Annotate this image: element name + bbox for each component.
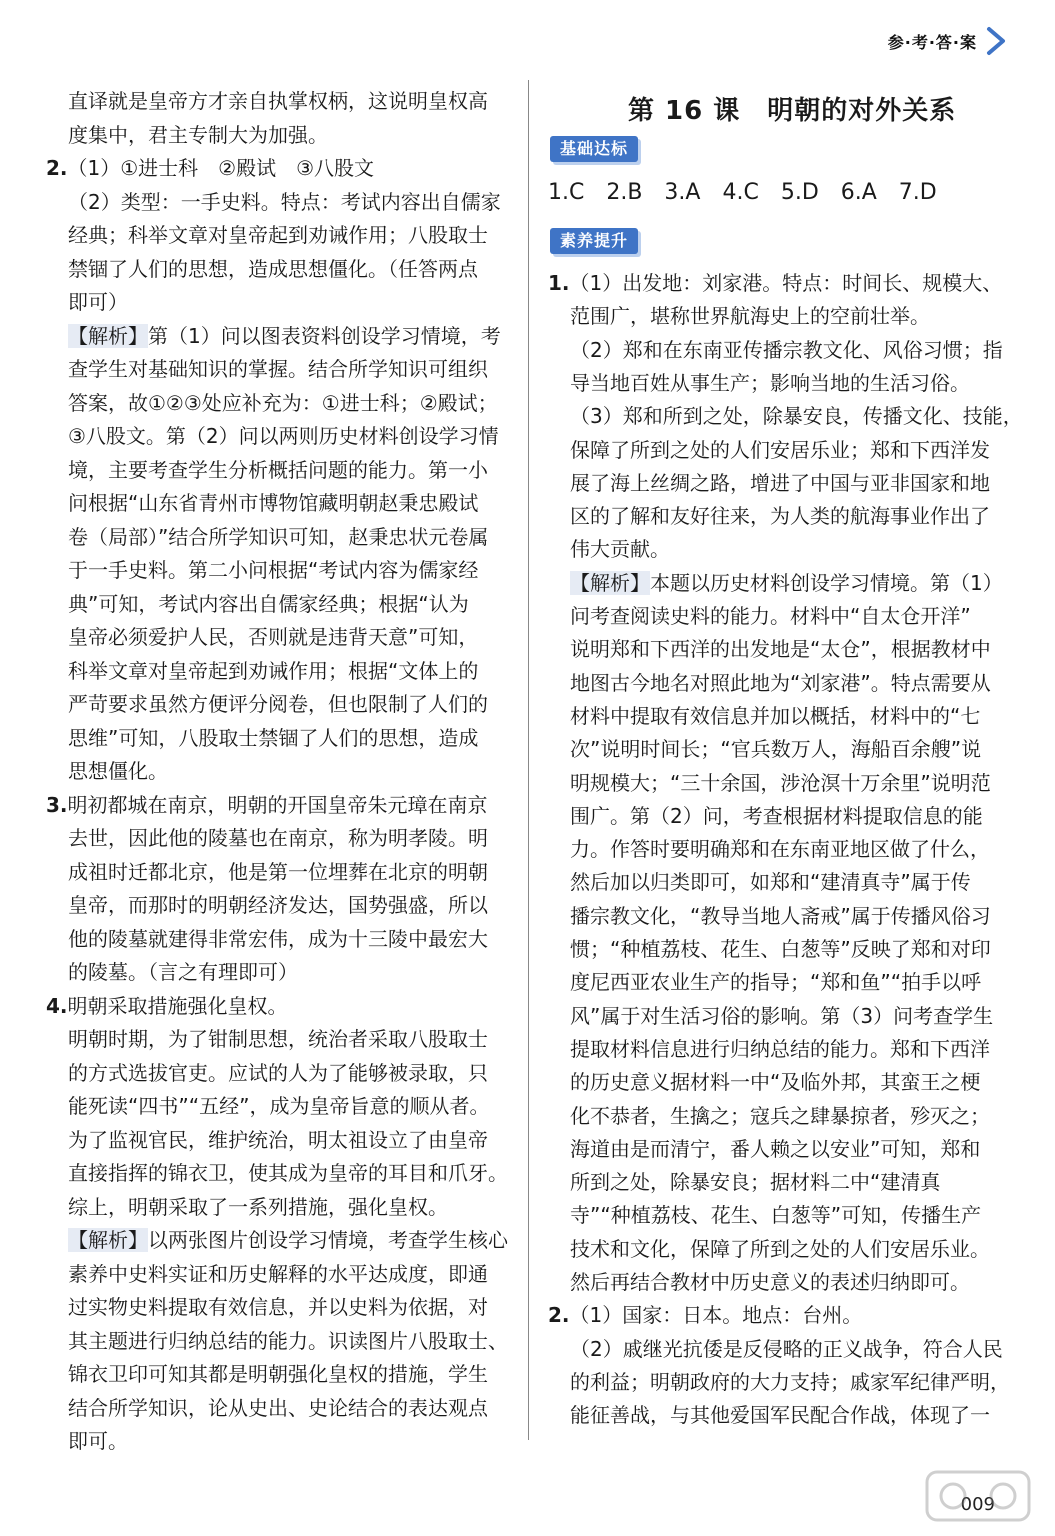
line-text: 卷（局部）”结合所学知识可知，赵秉忠状元卷属 — [68, 524, 489, 549]
line-text: 问考查阅读史料的能力。材料中“自太仓开洋” — [570, 604, 971, 628]
line-text: 区的了解和友好往来，为人类的航海事业作出了 — [570, 504, 990, 529]
text-line — [68, 689, 488, 719]
text-line — [68, 254, 478, 284]
line-text: 明规模大；“三十余国，涉沧溟十万余里”说明范 — [570, 770, 991, 795]
line-text: 皇帝必须爱护人民，否则就是违背天意”可知， — [68, 625, 479, 649]
text-line — [68, 1292, 488, 1322]
text-line — [68, 220, 488, 250]
text-line — [570, 867, 971, 897]
text-line — [68, 1259, 488, 1289]
text-line — [570, 1367, 1010, 1397]
text-line — [68, 589, 469, 619]
line-text: 即可） — [68, 290, 128, 314]
text-line — [68, 1125, 488, 1155]
text-line — [46, 991, 288, 1021]
line-text: 结合所学知识，论从史出、史论结合的表达观点 — [68, 1395, 488, 1420]
text-line — [570, 1167, 940, 1197]
text-line — [68, 187, 501, 217]
text-line — [570, 1134, 980, 1164]
column-divider — [528, 80, 529, 1440]
text-line — [68, 890, 488, 920]
lesson-title: 第 16 课 明朝的对外关系 — [628, 96, 957, 126]
text-line — [570, 301, 930, 331]
text-line — [570, 501, 990, 531]
text-line — [570, 668, 991, 698]
line-text: 的历史意义据材料一中“及临外邦，其蛮王之梗 — [570, 1070, 981, 1095]
question-number: 4. — [46, 993, 68, 1018]
line-text: 直接指挥的锦衣卫，使其成为皇帝的耳目和爪牙。 — [68, 1161, 508, 1185]
line-text: 力。作答时要明确郑和在东南亚地区做了什么， — [570, 837, 990, 862]
line-text: 素养中史料实证和历史解释的水平达成度，即通 — [68, 1261, 488, 1286]
text-line — [68, 421, 499, 451]
text-line — [68, 823, 488, 853]
line-text: 为了监视官民，维护统治，明太祖设立了由皇帝 — [68, 1127, 488, 1152]
text-line — [46, 153, 374, 183]
line-text: 科举文章对皇帝起到劝诫作用；根据“文体上的 — [68, 658, 479, 683]
line-text: 播宗教文化，“教导当地人斋戒”属于传播风俗习 — [570, 903, 991, 928]
text-line — [68, 488, 478, 518]
text-line — [68, 555, 478, 585]
analysis-tag: 【解析】 — [68, 1228, 148, 1252]
line-text: 伟大贡献。 — [570, 537, 670, 562]
text-line — [68, 321, 501, 351]
text-line — [68, 957, 298, 987]
text-line — [570, 768, 991, 798]
line-text: 度尼西亚农业生产的指导；“郑和鱼”“拍手以呼 — [570, 970, 982, 995]
line-text: 能征善战，与其他爱国军民配合作战，体现了一 — [570, 1403, 990, 1428]
line-text: 材料中提取有效信息并加以概括，材料中的“七 — [570, 703, 981, 728]
line-text: 然后加以归类即可，如郑和“建清真寺”属于传 — [570, 870, 971, 895]
text-line — [548, 1300, 862, 1330]
line-text: 第（1）问以图表资料创设学习情境，考 — [148, 323, 501, 348]
text-line — [570, 534, 670, 564]
text-line — [46, 790, 488, 820]
text-line — [68, 924, 488, 954]
text-line — [570, 967, 981, 997]
line-text: 典”可知，考试内容出自儒家经典；根据“认为 — [68, 591, 469, 616]
line-text: （1）出发地：刘家港。特点：时间长、规模大、 — [569, 271, 1003, 295]
line-text: 问根据“山东省青州市博物馆藏明朝赵秉忠殿试 — [68, 491, 479, 515]
text-line — [570, 901, 991, 931]
text-line — [570, 1034, 990, 1064]
question-number: 1. — [548, 271, 570, 295]
badge-improve: 素养提升 — [550, 228, 638, 254]
text-line — [570, 1200, 981, 1230]
line-text: 明朝时期，为了钳制思想，统治者采取八股取士 — [68, 1027, 488, 1051]
text-line — [570, 468, 990, 498]
text-line — [548, 268, 1002, 298]
line-text: 即可。 — [68, 1429, 128, 1453]
line-text: 他的陵墓就建得非常宏伟，成为十三陵中最宏大 — [68, 926, 488, 951]
text-line — [570, 1234, 990, 1264]
text-line — [570, 1067, 980, 1097]
badge-basic: 基础达标 — [550, 136, 638, 162]
text-line — [68, 1225, 508, 1255]
line-text: 于一手史料。第二小问根据“考试内容为儒家经 — [68, 558, 479, 582]
line-text: 范围广，堪称世界航海史上的空前壮举。 — [570, 304, 930, 329]
line-text: 的陵墓。（言之有理即可） — [68, 960, 298, 984]
line-text: 的利益；明朝政府的大力支持；戚家军纪律严明， — [570, 1369, 1010, 1394]
line-text: 成祖时迁都北京，他是第一位埋葬在北京的明朝 — [68, 859, 488, 884]
line-text: 化不恭者，生擒之；寇兵之肆暴掠者，殄灭之； — [570, 1103, 990, 1128]
text-line — [68, 287, 128, 317]
text-line — [68, 723, 478, 753]
line-text: 保障了所到之处的人们安居乐业；郑和下西洋发 — [570, 437, 990, 462]
analysis-tag: 【解析】 — [68, 323, 148, 348]
text-line — [68, 1024, 488, 1054]
line-text: 围广。第（2）问，考查根据材料提取信息的能 — [570, 803, 983, 828]
text-line — [68, 1192, 448, 1222]
text-line — [570, 1334, 1003, 1364]
text-line — [570, 568, 1003, 598]
text-line — [68, 1091, 489, 1121]
text-line — [570, 801, 983, 831]
line-text: 本题以历史材料创设学习情境。第（1） — [650, 570, 1003, 595]
text-line — [68, 1058, 488, 1088]
text-line — [570, 368, 970, 398]
line-text: 地图古今地名对照此地为“刘家港”。特点需要从 — [570, 670, 991, 695]
line-text: 以两张图片创设学习情境，考查学生核心 — [148, 1228, 508, 1252]
text-line — [68, 1326, 508, 1356]
line-text: 思想僵化。 — [68, 759, 168, 783]
text-line — [68, 522, 488, 552]
text-line — [570, 701, 980, 731]
question-number: 2. — [46, 156, 68, 180]
line-text: （1）①进士科 ②殿试 ③八股文 — [67, 156, 375, 180]
line-text: 查学生对基础知识的掌握。结合所学知识可组织 — [68, 357, 488, 381]
text-line — [570, 934, 991, 964]
line-text: 皇帝，而那时的明朝经济发达，国势强盛，所以 — [68, 893, 488, 917]
line-text: 经典；科举文章对皇帝起到劝诫作用；八股取士 — [68, 223, 488, 247]
line-text: 明朝采取措施强化皇权。 — [67, 993, 288, 1018]
line-text: 其主题进行归纳总结的能力。识读图片八股取士、 — [68, 1328, 508, 1353]
page-number: 009 — [960, 1494, 995, 1515]
line-text: 展了海上丝绸之路，增进了中国与亚非国家和地 — [570, 470, 990, 495]
text-line — [68, 756, 168, 786]
text-line — [68, 1393, 488, 1423]
line-text: 思维”可知，八股取士禁锢了人们的思想，造成 — [68, 725, 479, 750]
line-text: 次”说明时间长；“官兵数万人，海船百余艘”说 — [570, 737, 982, 762]
text-line — [570, 401, 1023, 431]
text-line — [570, 1267, 970, 1297]
line-text: 直译就是皇帝方才亲自执掌权柄，这说明皇权高 — [68, 89, 488, 113]
text-line — [570, 734, 981, 764]
header-label: 参·考·答·案 — [887, 32, 977, 52]
line-text: 寺”“种植荔枝、花生、白葱等”可知，传播生产 — [570, 1203, 982, 1228]
line-text: ③八股文。第（2）问以两则历史材料创设学习情 — [68, 424, 499, 448]
text-line — [68, 1359, 488, 1389]
line-text: 综上，明朝采取了一系列措施，强化皇权。 — [68, 1194, 448, 1219]
line-text: 境，主要考查学生分析概括问题的能力。第一小 — [68, 457, 488, 482]
text-line — [570, 834, 990, 864]
text-line — [68, 86, 488, 116]
text-line — [570, 1400, 990, 1430]
question-number: 2. — [548, 1303, 570, 1328]
text-line — [570, 601, 971, 631]
text-line — [68, 1158, 508, 1188]
line-text: （2）郑和在东南亚传播宗教文化、风俗习惯；指 — [570, 337, 1003, 362]
line-text: 技术和文化，保障了所到之处的人们安居乐业。 — [570, 1236, 990, 1261]
line-text: 锦衣卫印可知其都是明朝强化皇权的措施，学生 — [68, 1362, 488, 1386]
line-text: 明初都城在南京，明朝的开国皇帝朱元璋在南京 — [67, 792, 488, 817]
line-text: 提取材料信息进行归纳总结的能力。郑和下西洋 — [570, 1036, 990, 1061]
line-text: 严苛要求虽然方便评分阅卷，但也限制了人们的 — [68, 692, 488, 716]
line-text: （2）类型：一手史料。特点：考试内容出自儒家 — [68, 189, 501, 214]
line-text: 海道由是而清宁，番人赖之以安业”可知，郑和 — [570, 1136, 981, 1161]
line-text: 去世，因此他的陵墓也在南京，称为明孝陵。明 — [68, 826, 488, 850]
text-line — [570, 435, 990, 465]
text-line — [68, 120, 328, 150]
text-line — [68, 656, 478, 686]
text-line — [570, 335, 1003, 365]
text-line — [68, 1426, 128, 1456]
line-text: （3）郑和所到之处，除暴安良，传播文化、技能， — [570, 404, 1023, 429]
watermark-logo — [923, 1466, 1033, 1526]
analysis-tag: 【解析】 — [570, 570, 650, 595]
text-line — [68, 388, 498, 418]
line-text: 风”属于对生活习俗的影响。第（3）问考查学生 — [570, 1003, 994, 1028]
line-text: 禁锢了人们的思想，造成思想僵化。（任答两点 — [68, 256, 478, 281]
text-line — [570, 634, 991, 664]
page-header — [888, 26, 1007, 56]
text-line — [68, 622, 478, 652]
text-line — [570, 1001, 993, 1031]
line-text: 所到之处，除暴安良；据材料二中“建清真 — [570, 1170, 941, 1195]
line-text: （1）国家：日本。地点：台州。 — [569, 1303, 863, 1328]
line-text: 说明郑和下西洋的出发地是“太仓”，根据教材中 — [570, 637, 991, 662]
line-text: 度集中，君主专制大为加强。 — [68, 122, 328, 147]
line-text: 过实物史料提取有效信息，并以史料为依据，对 — [68, 1295, 488, 1319]
text-line — [68, 857, 488, 887]
text-line — [570, 1101, 990, 1131]
basic-answers: 1.C 2.B 3.A 4.C 5.D 6.A 7.D — [548, 180, 937, 205]
line-text: 导当地百姓从事生产；影响当地的生活习俗。 — [570, 370, 970, 395]
line-text: 的方式选拔官吏。应试的人为了能够被录取，只 — [68, 1060, 488, 1085]
text-line — [68, 455, 488, 485]
line-text: 惯；“种植荔枝、花生、白葱等”反映了郑和对印 — [570, 937, 991, 961]
line-text: 然后再结合教材中历史意义的表述归纳即可。 — [570, 1270, 970, 1294]
text-line — [68, 354, 488, 384]
line-text: 能死读“四书”“五经”，成为皇帝旨意的顺从者。 — [68, 1094, 490, 1118]
line-text: 答案，故①②③处应补充为：①进士科；②殿试； — [68, 390, 498, 415]
question-number: 3. — [46, 792, 68, 817]
chevron-right-icon — [985, 26, 1007, 56]
line-text: （2）戚继光抗倭是反侵略的正义战争，符合人民 — [570, 1336, 1003, 1361]
